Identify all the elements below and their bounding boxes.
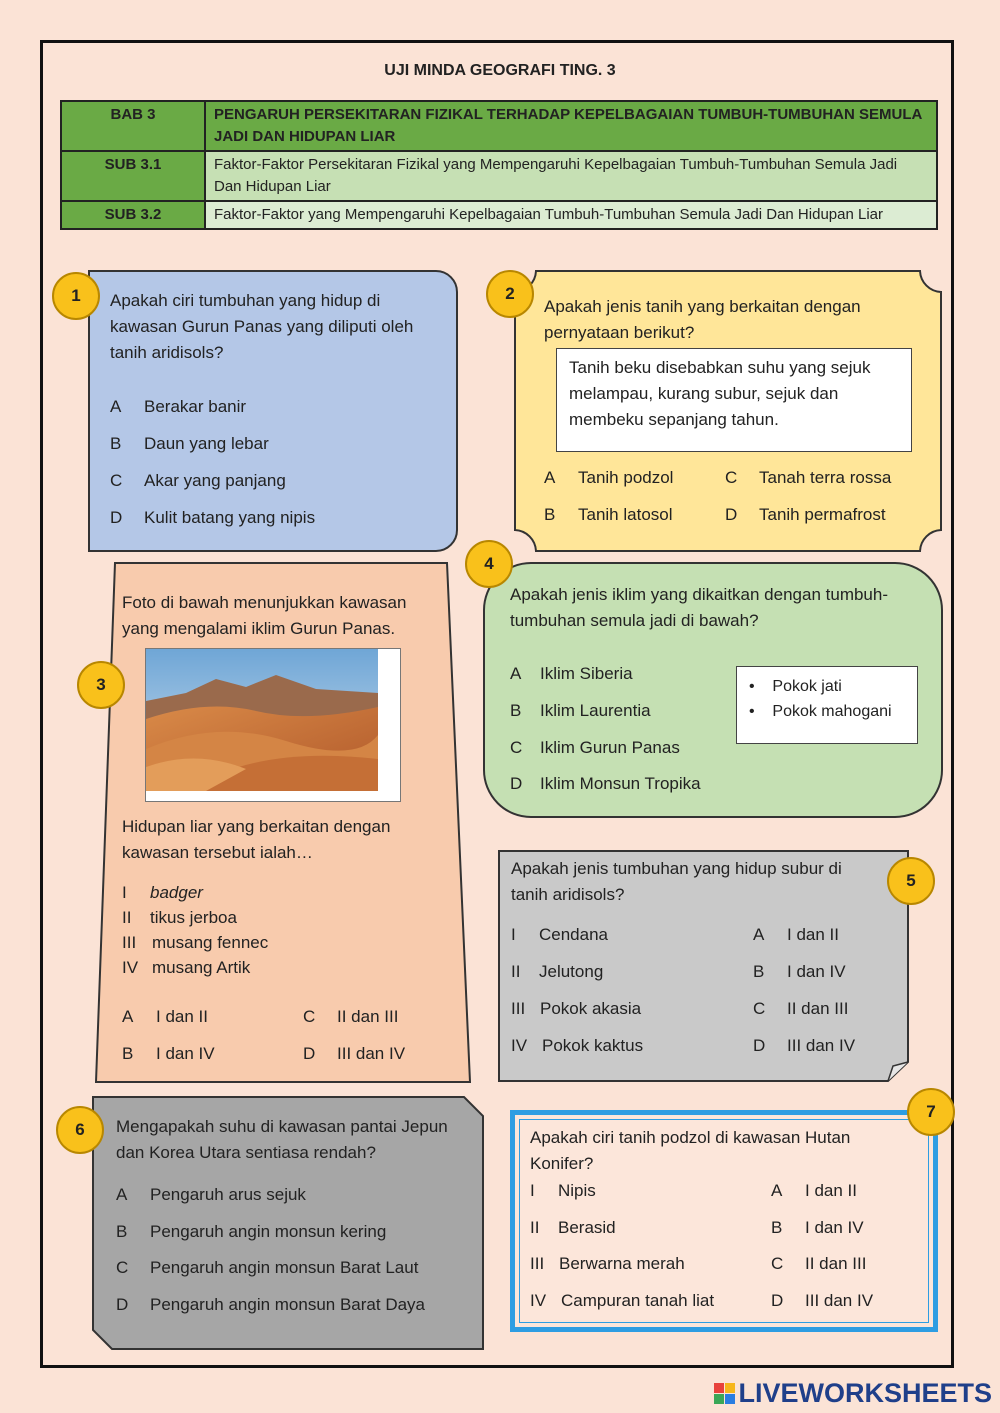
chapter-table [60, 100, 938, 230]
option-c[interactable] [510, 735, 680, 761]
option-c[interactable] [771, 1251, 866, 1277]
statement-roman: IV [530, 1291, 547, 1310]
statement-text: Pokok akasia [540, 999, 642, 1018]
option-text: II dan III [805, 1254, 867, 1273]
option-letter: A [544, 468, 556, 487]
row-key: SUB 3.2 [61, 201, 205, 229]
question-number-badge-3: 3 [77, 661, 125, 709]
statement-text: Berasid [558, 1218, 616, 1237]
desert-photo [145, 648, 401, 802]
question-number-badge-4: 4 [465, 540, 513, 588]
question-text: Hidupan liar yang berkaitan dengan kawasan tersebut ialah… [122, 817, 391, 862]
option-d[interactable] [116, 1292, 425, 1318]
option-b[interactable] [753, 959, 846, 985]
question-card-1 [88, 270, 458, 552]
option-letter: B [544, 505, 556, 524]
question-text: Apakah jenis tumbuhan yang hidup subur di tanih aridisols? [511, 859, 842, 904]
row-value: Faktor-Faktor Persekitaran Fizikal yang Mempengaruhi Kepelbagaian Tumbuh-Tumbuhan Semula Jadi Dan Hidupan Liar [205, 151, 937, 201]
option-b[interactable] [116, 1219, 386, 1245]
statement-roman: I [511, 925, 516, 944]
option-b[interactable] [122, 1041, 215, 1067]
question-card-4 [483, 562, 943, 818]
plant-list-box [736, 666, 918, 744]
liveworksheets-logo [714, 1378, 992, 1409]
option-b[interactable] [110, 431, 269, 457]
option-letter: C [116, 1258, 129, 1277]
option-letter: A [753, 925, 765, 944]
statement-iv [530, 1288, 714, 1314]
option-d[interactable] [110, 505, 315, 531]
statement-ii [530, 1215, 616, 1241]
question-card-3 [95, 562, 471, 1084]
option-text: I dan II [156, 1007, 208, 1026]
statement-text: musang Artik [152, 958, 251, 977]
option-text: Iklim Gurun Panas [540, 738, 680, 757]
option-text: Kulit batang yang nipis [144, 508, 316, 527]
option-c[interactable] [110, 468, 286, 494]
option-letter: D [510, 774, 523, 793]
question-number-badge-2: 2 [486, 270, 534, 318]
statement-iii [122, 930, 268, 956]
statement-ii [122, 905, 237, 931]
question-number-badge-5: 5 [887, 857, 935, 905]
statement-text: Nipis [558, 1181, 596, 1200]
option-d[interactable] [771, 1288, 873, 1314]
option-letter: C [110, 471, 123, 490]
option-text: Berakar banir [144, 397, 247, 416]
option-text: I dan IV [805, 1218, 864, 1237]
bullet-item: • Pokok jati [749, 678, 842, 695]
option-letter: D [116, 1295, 129, 1314]
option-text: Pengaruh angin monsun kering [150, 1222, 387, 1241]
row-key: SUB 3.1 [61, 151, 205, 201]
logo-text: LIVEWORKSHEETS [738, 1378, 992, 1408]
question-card-5 [498, 850, 910, 1082]
option-text: I dan II [787, 925, 839, 944]
option-letter: A [771, 1181, 783, 1200]
statement-roman: II [511, 962, 521, 981]
statement-roman: III [530, 1254, 545, 1273]
question-card-6 [92, 1096, 484, 1350]
option-c[interactable] [303, 1004, 398, 1030]
option-letter: D [753, 1036, 766, 1055]
logo-icon [714, 1383, 735, 1404]
option-a[interactable] [753, 922, 839, 948]
option-letter: A [510, 664, 522, 683]
option-letter: D [110, 508, 123, 527]
question-text: Apakah jenis tanih yang berkaitan dengan pernyataan berikut? [544, 297, 861, 342]
statement-text: Berwarna merah [559, 1254, 685, 1273]
statement-box: Tanih beku disebabkan suhu yang sejuk melampau, kurang subur, sejuk dan membeku sepanjang tahun. [556, 348, 912, 452]
page-title: UJI MINDA GEOGRAFI TING. 3 [384, 62, 616, 79]
option-text: I dan IV [156, 1044, 215, 1063]
question-number-badge-6: 6 [56, 1106, 104, 1154]
option-text: II dan III [787, 999, 849, 1018]
option-a[interactable] [122, 1004, 208, 1030]
option-letter: A [110, 397, 122, 416]
row-value: PENGARUH PERSEKITARAN FIZIKAL TERHADAP KEPELBAGAIAN TUMBUH-TUMBUHAN SEMULA JADI DAN HIDUPAN LIAR [205, 101, 937, 151]
option-letter: D [725, 505, 738, 524]
desert-dunes-image [146, 649, 378, 791]
statement-roman: II [530, 1218, 540, 1237]
row-key: BAB 3 [61, 101, 205, 151]
option-d[interactable] [303, 1041, 405, 1067]
option-letter: C [753, 999, 766, 1018]
option-text: Pengaruh angin monsun Barat Daya [150, 1295, 426, 1314]
option-text: III dan IV [805, 1291, 874, 1310]
option-b[interactable] [544, 502, 673, 528]
option-d[interactable] [725, 502, 886, 528]
option-letter: B [771, 1218, 783, 1237]
question-text: Mengapakah suhu di kawasan pantai Jepun dan Korea Utara sentiasa rendah? [116, 1117, 448, 1162]
option-text: Iklim Monsun Tropika [540, 774, 701, 793]
option-letter: C [510, 738, 523, 757]
option-letter: D [771, 1291, 784, 1310]
row-value: Faktor-Faktor yang Mempengaruhi Kepelbagaian Tumbuh-Tumbuhan Semula Jadi Dan Hidupan Liar [205, 201, 937, 229]
option-text: III dan IV [787, 1036, 856, 1055]
statement-text: Campuran tanah liat [561, 1291, 715, 1310]
table-row [61, 201, 937, 229]
statement-roman: IV [511, 1036, 528, 1055]
option-b[interactable] [771, 1215, 864, 1241]
statement-i [530, 1178, 596, 1204]
statement-roman: I [530, 1181, 535, 1200]
statement-iii [530, 1251, 685, 1277]
bullet-text: Pokok mahogani [772, 703, 892, 720]
option-text: Akar yang panjang [144, 471, 286, 490]
option-d[interactable] [753, 1033, 855, 1059]
statement-roman: III [122, 933, 137, 952]
option-b[interactable] [510, 698, 651, 724]
bullet-text: Pokok jati [772, 678, 842, 695]
question-text: Apakah ciri tumbuhan yang hidup di kawasan Gurun Panas yang diliputi oleh tanih aridisols? [110, 291, 414, 362]
option-text: II dan III [337, 1007, 399, 1026]
option-text: Tanih permafrost [759, 505, 886, 524]
statement-text: Pokok kaktus [542, 1036, 644, 1055]
question-text: Apakah jenis iklim yang dikaitkan dengan tumbuh-tumbuhan semula jadi di bawah? [510, 585, 889, 630]
statement-iv [511, 1033, 643, 1059]
statement-roman: III [511, 999, 526, 1018]
question-text: Apakah ciri tanih podzol di kawasan Hutan Konifer? [530, 1128, 851, 1173]
statement-i [122, 880, 203, 906]
statement-text: Jelutong [539, 962, 604, 981]
statement-i [511, 922, 608, 948]
option-d[interactable] [510, 771, 701, 797]
table-row [61, 151, 937, 201]
option-letter: C [725, 468, 738, 487]
question-card-2 [514, 270, 942, 552]
option-letter: B [122, 1044, 134, 1063]
option-c[interactable] [725, 465, 891, 491]
statement-roman: I [122, 883, 127, 902]
option-text: III dan IV [337, 1044, 406, 1063]
option-text: I dan IV [787, 962, 846, 981]
option-letter: B [753, 962, 765, 981]
option-a[interactable] [116, 1182, 306, 1208]
statement-text: tikus jerboa [150, 908, 237, 927]
option-a[interactable] [771, 1178, 857, 1204]
option-a[interactable] [510, 661, 633, 687]
option-letter: A [116, 1185, 128, 1204]
option-letter: B [110, 434, 122, 453]
option-text: Iklim Laurentia [540, 701, 651, 720]
option-text: Tanah terra rossa [759, 468, 892, 487]
option-a[interactable] [110, 394, 246, 420]
option-text: Daun yang lebar [144, 434, 269, 453]
option-letter: B [510, 701, 522, 720]
question-number-badge-7: 7 [907, 1088, 955, 1136]
statement-text: musang fennec [152, 933, 269, 952]
option-text: Tanih latosol [578, 505, 673, 524]
option-c[interactable] [753, 996, 848, 1022]
statement-text: Cendana [539, 925, 609, 944]
table-row [61, 101, 937, 151]
option-letter: C [771, 1254, 784, 1273]
option-a[interactable] [544, 465, 673, 491]
option-text: Tanih podzol [578, 468, 674, 487]
option-text: Pengaruh angin monsun Barat Laut [150, 1258, 419, 1277]
option-letter: D [303, 1044, 316, 1063]
option-letter: B [116, 1222, 128, 1241]
statement-ii [511, 959, 603, 985]
intro-text: Foto di bawah menunjukkan kawasan yang mengalami iklim Gurun Panas. [122, 593, 407, 638]
statement-text: badger [150, 883, 203, 902]
option-text: Pengaruh arus sejuk [150, 1185, 306, 1204]
statement-iii [511, 996, 641, 1022]
bullet-item: • Pokok mahogani [749, 703, 892, 720]
option-letter: C [303, 1007, 316, 1026]
question-number-badge-1: 1 [52, 272, 100, 320]
option-text: Iklim Siberia [540, 664, 633, 683]
question-card-7 [510, 1110, 938, 1332]
option-letter: A [122, 1007, 134, 1026]
statement-roman: II [122, 908, 132, 927]
statement-roman: IV [122, 958, 139, 977]
statement-iv [122, 955, 250, 981]
option-c[interactable] [116, 1255, 418, 1281]
option-text: I dan II [805, 1181, 857, 1200]
